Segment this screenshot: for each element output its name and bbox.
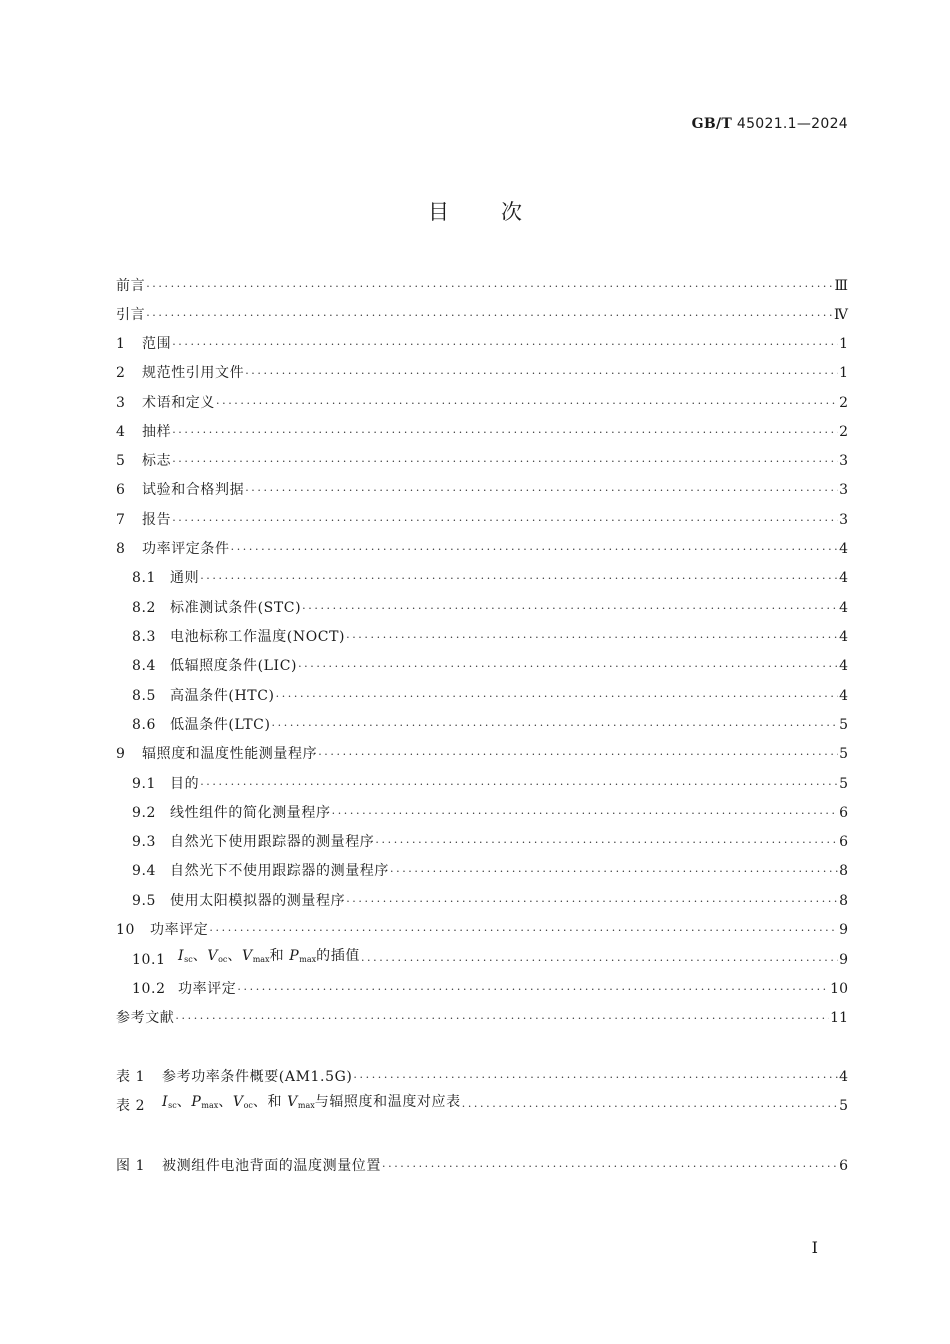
- toc-entry-9-5[interactable]: 9.5 使用太阳模拟器的测量程序 ····· 8: [116, 891, 848, 911]
- toc-table-1[interactable]: 表 1 参考功率条件概要(AM1.5G) ····· 4: [116, 1067, 848, 1087]
- toc-entry-foreword[interactable]: 前言 ····· Ⅲ: [116, 276, 848, 296]
- toc-entry-9-3[interactable]: 9.3 自然光下使用跟踪器的测量程序 ····· 6: [116, 832, 848, 852]
- standard-prefix: GB/T: [691, 116, 733, 132]
- toc-figure-1[interactable]: 图 1 被测组件电池背面的温度测量位置 ····· 6: [116, 1156, 848, 1176]
- leader-dots: [346, 629, 838, 647]
- leader-dots: [245, 482, 838, 500]
- toc-entry-8-4[interactable]: 8.4 低辐照度条件(LIC) ····· 4: [116, 656, 848, 676]
- leader-dots: [175, 1010, 829, 1028]
- leader-dots: [216, 395, 838, 413]
- leader-dots: [146, 307, 833, 325]
- leader-dots: [245, 365, 838, 383]
- toc-entry-9[interactable]: 9 辐照度和温度性能测量程序 ····· 5: [116, 744, 848, 764]
- leader-dots: [272, 717, 839, 735]
- toc-entry-7[interactable]: 7 报告 ····· 3: [116, 510, 848, 530]
- toc-table-2[interactable]: 表 2 $I_{sc}$、$P_{max}$、$V_{oc}$、和 $V_{max}$与辐照度和温度对应表 ····· 5: [116, 1096, 848, 1116]
- leader-dots: [200, 776, 838, 794]
- leader-dots: [332, 805, 838, 823]
- toc-entry-5[interactable]: 5 标志 ····· 3: [116, 451, 848, 471]
- toc-entry-6[interactable]: 6 试验和合格判据 ····· 3: [116, 480, 848, 500]
- toc-entry-10[interactable]: 10 功率评定 ····· 9: [116, 920, 848, 940]
- leader-dots: [172, 512, 838, 530]
- toc-table-2-label: $I_{sc}$、$P_{max}$、$V_{oc}$、和 $V_{max}$与辐照度和温度对应表: [162, 1094, 461, 1110]
- leader-dots: [172, 453, 838, 471]
- toc-entry-3[interactable]: 3 术语和定义 ····· 2: [116, 393, 848, 413]
- leader-dots: [237, 981, 829, 999]
- toc-entry-introduction[interactable]: 引言 ····· Ⅳ: [116, 305, 848, 325]
- leader-dots: [231, 541, 838, 559]
- toc-entry-9-4[interactable]: 9.4 自然光下不使用跟踪器的测量程序 ····· 8: [116, 861, 848, 881]
- toc-entry-8-3[interactable]: 8.3 电池标称工作温度(NOCT) ····· 4: [116, 627, 848, 647]
- leader-dots: [462, 1098, 838, 1116]
- toc-entry-8[interactable]: 8 功率评定条件 ····· 4: [116, 539, 848, 559]
- toc-entry-8-2[interactable]: 8.2 标准测试条件(STC) ····· 4: [116, 598, 848, 618]
- leader-dots: [346, 893, 838, 911]
- leader-dots: [200, 570, 838, 588]
- leader-dots: [390, 863, 838, 881]
- leader-dots: [298, 658, 838, 676]
- leader-dots: [353, 1069, 838, 1087]
- toc-entry-10-2[interactable]: 10.2 功率评定 ····· 10: [116, 979, 848, 999]
- toc-entry-9-1[interactable]: 9.1 目的 ····· 5: [116, 774, 848, 794]
- leader-dots: [375, 834, 838, 852]
- toc-entry-1[interactable]: 1 范围 ····· 1: [116, 334, 848, 354]
- leader-dots: [361, 952, 838, 970]
- leader-dots: [172, 336, 838, 354]
- toc-entry-2[interactable]: 2 规范性引用文件 ····· 1: [116, 363, 848, 383]
- leader-dots: [318, 746, 838, 764]
- toc-entry-bibliography[interactable]: 参考文献 ····· 11: [116, 1008, 848, 1028]
- toc-entry-8-1[interactable]: 8.1 通则 ····· 4: [116, 568, 848, 588]
- toc-entry-9-2[interactable]: 9.2 线性组件的简化测量程序 ····· 6: [116, 803, 848, 823]
- toc-entry-10-1-label: $I_{sc}$、$V_{oc}$、$V_{max}$和 $P_{max}$的插值: [178, 948, 360, 964]
- standard-number: 45021.1—2024: [736, 116, 848, 132]
- page-title: 目次: [428, 200, 574, 224]
- standard-code: [692, 116, 848, 132]
- toc-entry-4[interactable]: 4 抽样 ····· 2: [116, 422, 848, 442]
- leader-dots: [302, 600, 838, 618]
- toc-entry-8-6[interactable]: 8.6 低温条件(LTC) ····· 5: [116, 715, 848, 735]
- leader-dots: [276, 688, 838, 706]
- leader-dots: [146, 278, 833, 296]
- toc-entry-10-1[interactable]: 10.1 $I_{sc}$、$V_{oc}$、$V_{max}$和 $P_{max}$的插值 ····· 9: [116, 950, 848, 970]
- leader-dots: [382, 1158, 838, 1176]
- toc-entry-8-5[interactable]: 8.5 高温条件(HTC) ····· 4: [116, 686, 848, 706]
- leader-dots: [209, 922, 838, 940]
- leader-dots: [172, 424, 838, 442]
- page-number: Ⅰ: [811, 1238, 818, 1257]
